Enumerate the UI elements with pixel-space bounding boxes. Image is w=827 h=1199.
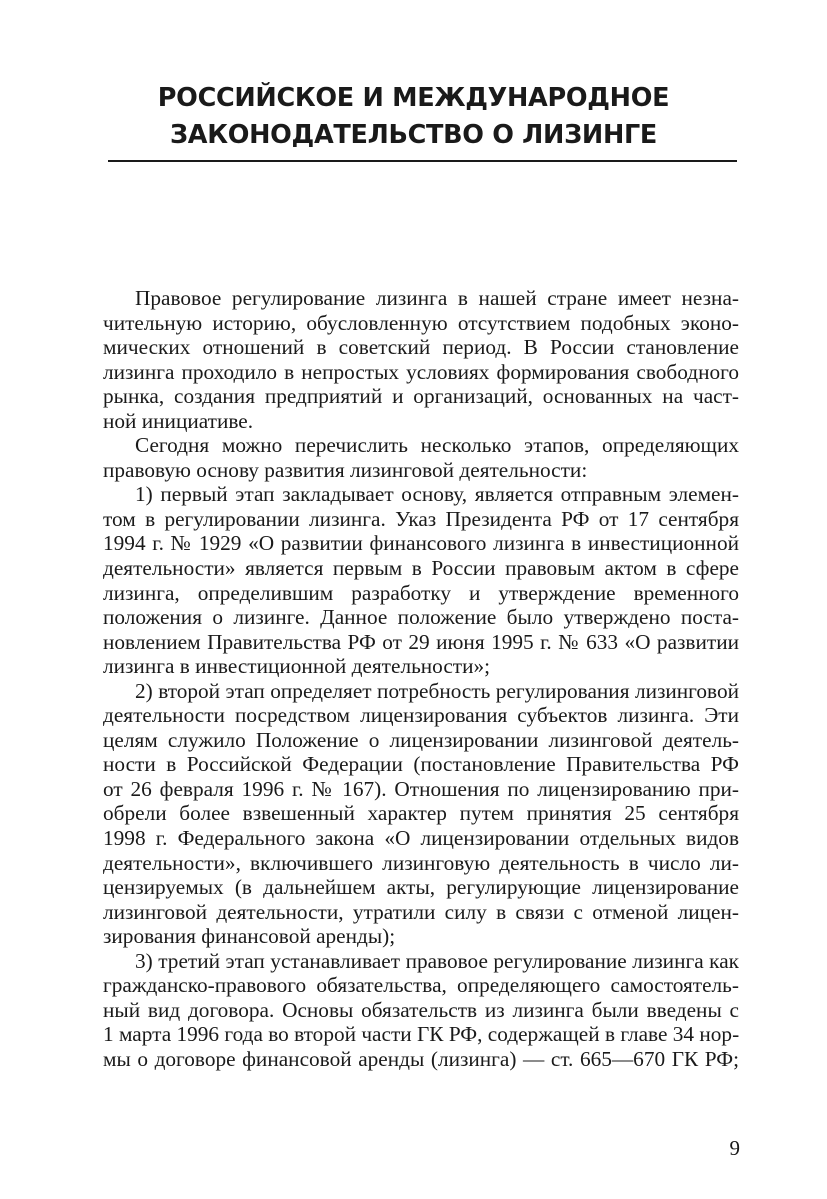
text-line: лизинговой деятельности, утратили силу в связи с отменой лицен- xyxy=(103,899,739,924)
text-line: 1 марта 1996 года во второй части ГК РФ, содержащей в главе 34 нор- xyxy=(103,1022,740,1047)
chapter-title xyxy=(88,80,739,154)
text-line: чительную историю, обусловленную отсутствием подобных эконо- xyxy=(103,310,739,335)
text-line: Правовое регулирование лизинга в нашей стране имеет незна- xyxy=(135,286,739,310)
text-line: ности в Российской Федерации (постановление Правительства РФ xyxy=(103,752,739,777)
text-line: ной инициативе. xyxy=(103,408,254,433)
chapter-title-line-2: ЗАКОНОДАТЕЛЬСТВО О ЛИЗИНГЕ xyxy=(169,120,658,150)
text-line: новлением Правительства РФ от 29 июня 1995 г. № 633 «О развитии xyxy=(103,629,739,654)
text-line: деятельности» является первым в России правовым актом в сфере xyxy=(103,556,739,581)
text-line: гражданско-правового обязательства, определяющего самостоятель- xyxy=(103,973,739,998)
text-line: мы о договоре финансовой аренды (лизинга) — ст. 665—670 ГК РФ; xyxy=(103,1046,739,1071)
text-line: Сегодня можно перечислить несколько этапов, определяющих xyxy=(135,433,739,458)
text-line: деятельности», включившего лизинговую деятельность в число ли- xyxy=(103,850,739,875)
text-line: мических отношений в советский период. В России становление xyxy=(103,335,739,360)
text-line: 1) первый этап закладывает основу, является отправным элемен- xyxy=(135,482,739,507)
body-text xyxy=(103,286,739,1072)
text-line: 1994 г. № 1929 «О развитии финансового лизинга в инвестиционной xyxy=(103,531,739,556)
text-line: деятельности посредством лицензирования субъектов лизинга. Эти xyxy=(103,703,739,728)
text-line: лизинга в инвестиционной деятельности»; xyxy=(103,654,491,679)
title-divider xyxy=(108,160,737,162)
text-line: цензируемых (в дальнейшем акты, регулирующие лицензирование xyxy=(103,875,739,900)
text-line: 3) третий этап устанавливает правовое регулирование лизинга как xyxy=(135,948,739,973)
text-line: от 26 февраля 1996 г. № 167). Отношения по лицензированию при- xyxy=(103,776,739,801)
text-line: ный вид договора. Основы обязательств из лизинга были введены с xyxy=(103,997,739,1022)
chapter-title-line-1: РОССИЙСКОЕ И МЕЖДУНАРОДНОЕ xyxy=(157,83,670,113)
text-line: 2) второй этап определяет потребность регулирования лизинговой xyxy=(135,678,739,703)
text-line: лизинга, определившим разработку и утверждение временного xyxy=(103,580,739,605)
text-line: 1998 г. Федерального закона «О лицензировании отдельных видов xyxy=(103,826,739,851)
page-number: 9 xyxy=(729,1136,740,1160)
text-line: целям служило Положение о лицензировании лизинговой деятель- xyxy=(103,727,739,752)
text-line: зирования финансовой аренды); xyxy=(103,924,396,949)
text-line: том в регулировании лизинга. Указ Президента РФ от 17 сентября xyxy=(103,506,739,531)
text-line: рынка, создания предприятий и организаций, основанных на част- xyxy=(103,384,739,409)
text-line: положения о лизинге. Данное положение было утверждено поста- xyxy=(103,605,739,630)
text-line: лизинга проходило в непростых условиях формирования свободного xyxy=(103,359,739,384)
text-line: правовую основу развития лизинговой деятельности: xyxy=(103,457,588,482)
text-line: обрели более взвешенный характер путем принятия 25 сентября xyxy=(103,801,739,826)
